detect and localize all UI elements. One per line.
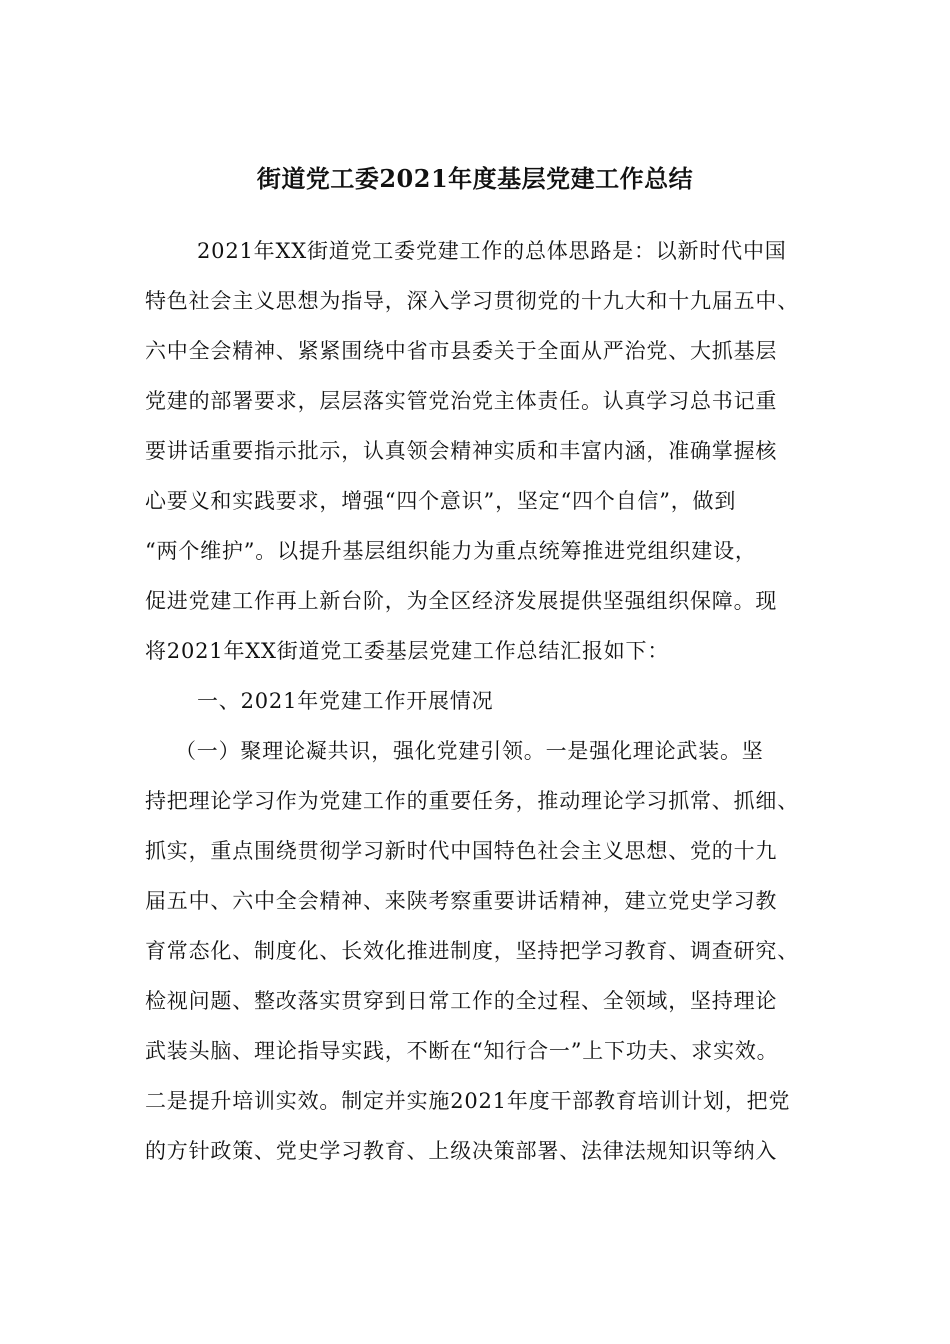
text-line: 2021年XX街道党工委党建工作的总体思路是：以新时代中国 [197,239,787,263]
text-line: 二是提升培训实效。制定并实施2021年度干部教育培训计划，把党 [145,1089,791,1113]
text-line: 持把理论学习作为党建工作的重要任务，推动理论学习抓常、抓细、 [145,789,799,813]
text-line: 将2021年XX街道党工委基层党建工作总结汇报如下： [145,639,670,663]
text-line: 特色社会主义思想为指导，深入学习贯彻党的十九大和十九届五中、 [145,289,799,313]
text-line: 抓实，重点围绕贯彻学习新时代中国特色社会主义思想、党的十九 [145,839,778,863]
text-line: 促进党建工作再上新台阶，为全区经济发展提供坚强组织保障。现 [145,589,778,613]
text-line: 育常态化、制度化、长效化推进制度，坚持把学习教育、调查研究、 [145,939,799,963]
text-line: 六中全会精神、紧紧围绕中省市县委关于全面从严治党、大抓基层 [145,339,778,363]
text-line: “两个维护”。以提升基层组织能力为重点统筹推进党组织建设， [145,539,757,563]
text-line: （一）聚理论凝共识，强化党建引领。一是强化理论武装。坚 [175,739,764,763]
text-line: 心要义和实践要求，增强“四个意识”，坚定“四个自信”，做到 [145,489,737,513]
text-line: 党建的部署要求，层层落实管党治党主体责任。认真学习总书记重 [145,389,778,413]
text-line: 武装头脑、理论指导实践，不断在“知行合一”上下功夫、求实效。 [145,1039,779,1063]
section-heading: 一、2021年党建工作开展情况 [197,689,494,713]
text-line: 届五中、六中全会精神、来陕考察重要讲话精神，建立党史学习教 [145,889,778,913]
document-title: 街道党工委2021年度基层党建工作总结 [256,164,694,193]
text-line: 的方针政策、党史学习教育、上级决策部署、法律法规知识等纳入 [145,1139,778,1163]
text-line: 要讲话重要指示批示，认真领会精神实质和丰富内涵，准确掌握核 [145,439,778,463]
text-line: 检视问题、整改落实贯穿到日常工作的全过程、全领域，坚持理论 [145,989,778,1013]
